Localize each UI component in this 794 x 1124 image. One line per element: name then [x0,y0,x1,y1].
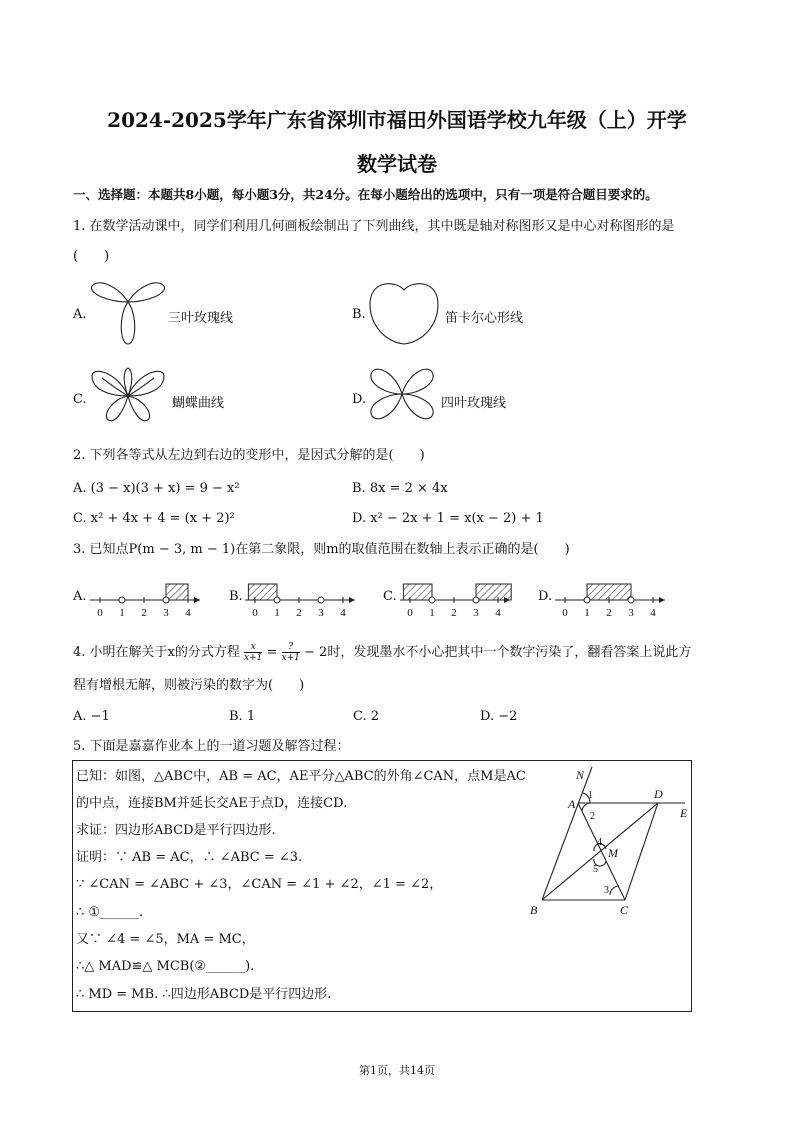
q5-line-1: 已知：如图，△ABC中，AB = AC，AE平分△ABC的外角∠CAN，点M是AC [76,769,526,784]
exam-title: 2024-2025学年广东省深圳市福田外国语学校九年级（上）开学 [107,108,687,132]
open-circle [163,597,169,603]
tick-label: 3 [163,607,169,619]
q5-line-6: ∴ ①______. [76,905,144,920]
q4-frac2-den: x+1 [281,653,300,663]
tick-label: 1 [119,607,125,619]
q4-option-d: D. −2 [480,709,518,724]
open-circle [119,597,125,603]
hatched-range [403,584,432,600]
q5-line-9: ∴ MD = MB. ∴四边形ABCD是平行四边形. [76,987,332,1002]
q4-frac2-num: ? [282,642,300,653]
q2-option-d: D. x² − 2x + 1 = x(x − 2) + 1 [352,511,544,526]
axis-arrow [659,597,665,603]
tick-label: 4 [340,607,346,619]
q4-frac1-num: x [244,642,262,653]
open-circle [318,597,324,603]
tick-label: 4 [185,607,191,619]
q1-option-c-letter: C. [73,392,87,407]
four-leaf-rose-figure [366,360,438,428]
axis-arrow [194,597,200,603]
label-M: M [608,846,618,860]
q4-option-c: C. 2 [353,709,380,724]
q3-option-b-letter: B. [229,589,243,604]
open-circle [584,597,590,603]
q3-option-c-letter: C. [383,589,397,604]
q2-option-b: B. 8x = 2 × 4x [352,481,448,496]
question-5-text: 5. 下面是嘉嘉作业本上的一道习题及解答过程： [73,739,350,754]
q4-text-a: 4. 小明在解关于x的分式方程 [73,645,240,660]
tick-label: 3 [473,607,479,619]
label-D: D [654,787,663,801]
q1-option-a-caption: 三叶玫瑰线 [168,311,234,326]
q1-option-a-letter: A. [73,307,87,322]
q1-option-d-letter: D. [352,392,367,407]
tick-label: 0 [407,607,413,619]
q5-line-8: ∴△ MAD≌△ MCB(②______). [76,959,255,974]
butterfly-curve-figure [88,360,168,428]
tick-label: 0 [562,607,568,619]
number-line-d [553,574,673,620]
open-circle [473,597,479,603]
section-header: 一、选择题：本题共8小题，每小题3分，共24分。在每小题给出的选项中，只有一项是符合题目要求的。 [73,187,658,202]
q4-fraction-1 [244,642,262,663]
q4-fraction-2 [282,642,300,663]
exam-subject: 数学试卷 [357,152,437,176]
open-circle [274,597,280,603]
page-footer: 第1页，共14页 [359,1064,435,1077]
tick-label: 2 [296,607,302,619]
hatched-range [476,584,511,600]
question-4-line2: 程有增根无解，则被污染的数字为( ) [73,678,305,693]
label-N: N [576,768,585,782]
tick-label: 2 [606,607,612,619]
q5-line-7: 又∵ ∠4 = ∠5，MA = MC， [76,932,255,947]
q1-option-d-caption: 四叶玫瑰线 [441,396,507,411]
angle-5: 5 [593,864,598,875]
angle-2: 2 [590,811,595,822]
label-C: C [620,903,629,917]
hatched-range [248,584,277,600]
q4-frac1-den: x+1 [244,653,263,663]
q5-line-2: 的中点，连接BM并延长交AE于点D，连接CD. [76,796,348,811]
question-3-text: 3. 已知点P(m − 3, m − 1)在第二象限，则m的取值范围在数轴上表示正确的是( ) [73,542,570,557]
q2-option-a: A. (3 − x)(3 + x) = 9 − x² [73,481,240,496]
tick-label: 0 [252,607,258,619]
q4-text-b: − 2时，发现墨水不小心把其中一个数字污染了，翻看答案上说此方 [304,645,692,660]
tick-label: 4 [495,607,501,619]
q3-option-d-letter: D. [538,589,553,604]
number-line-c [398,574,518,620]
label-A: A [568,797,576,811]
angle-1: 1 [588,790,593,801]
hatched-range [166,584,188,600]
tick-label: 4 [650,607,656,619]
open-circle [429,597,435,603]
q4-option-a: A. −1 [73,709,110,724]
tick-label: 3 [318,607,324,619]
q1-option-c-caption: 蝴蝶曲线 [172,396,225,411]
q1-option-b-caption: 笛卡尔心形线 [445,311,524,326]
tick-label: 1 [584,607,590,619]
angle-4: 4 [597,837,602,848]
q5-line-5: ∵ ∠CAN = ∠ABC + ∠3，∠CAN = ∠1 + ∠2，∠1 = ∠2， [76,877,443,892]
q1-option-b-letter: B. [352,307,366,322]
label-E: E [680,806,688,820]
question-2-text: 2. 下列各等式从左边到右边的变形中，是因式分解的是( ) [73,448,425,463]
three-leaf-rose-figure [88,272,168,348]
open-circle [628,597,634,603]
angle-3: 3 [604,885,609,896]
q5-line-3: 求证：四边形ABCD是平行四边形. [76,823,276,838]
tick-label: 1 [274,607,280,619]
q3-option-a-letter: A. [73,589,87,604]
cardioid-figure [366,280,442,346]
tick-label: 2 [141,607,147,619]
label-B: B [530,903,538,917]
q4-equals: = [266,645,278,660]
q5-line-4: 证明：∵ AB = AC，∴ ∠ABC = ∠3. [76,850,303,865]
question-1-bracket: ( ) [73,249,110,264]
question-4-line1 [73,642,691,663]
axis-arrow [349,597,355,603]
number-line-b [243,574,363,620]
q2-option-c: C. x² + 4x + 4 = (x + 2)² [73,511,235,526]
tick-label: 0 [97,607,103,619]
tick-label: 2 [451,607,457,619]
number-line-a [88,574,208,620]
tick-label: 1 [429,607,435,619]
q4-option-b: B. 1 [229,709,256,724]
tick-label: 3 [628,607,634,619]
question-1-text: 1. 在数学活动课中，同学们利用几何画板绘制出了下列曲线，其中既是轴对称图形又是中心对称图形的是 [73,219,675,234]
parallelogram-figure [530,765,690,915]
